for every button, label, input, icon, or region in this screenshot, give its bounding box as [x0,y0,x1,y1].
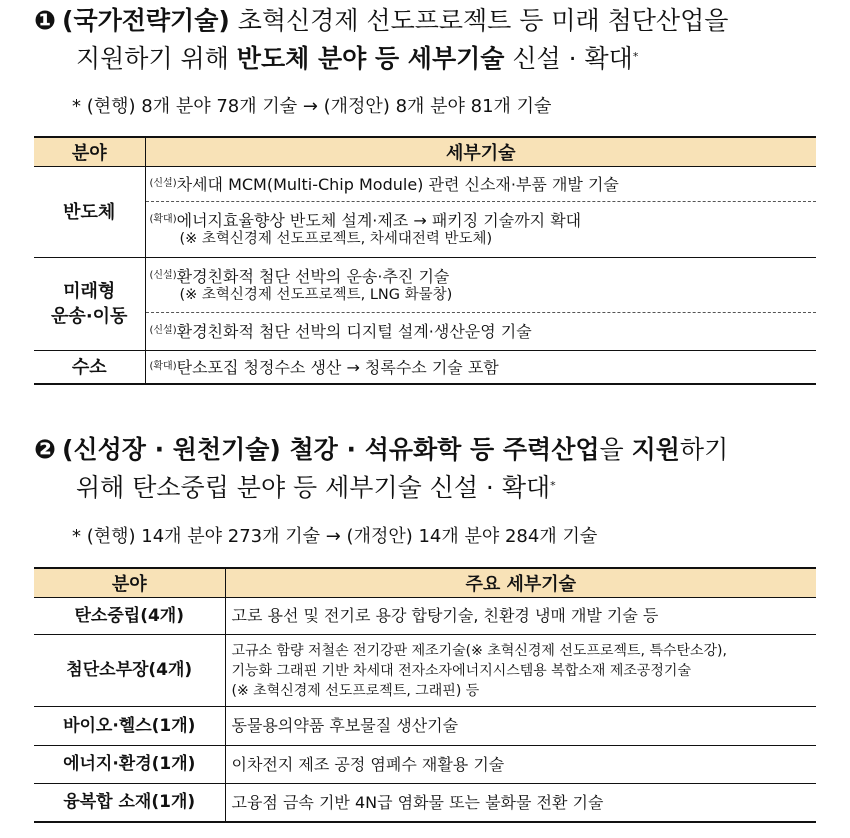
section1-line2 [34,40,834,78]
number-two-icon: ❷ [34,435,57,465]
status-tag: (신설) [149,269,177,281]
section2-line2-text: 위해 탄소중립 분야 등 세부기술 신설 · 확대 [76,473,551,502]
detail-cell [225,784,816,823]
detail-cell [145,313,816,351]
status-tag: (확대) [149,214,177,225]
detail-subnote: (※ 초혁신경제 선도프로젝트, LNG 화물창) [179,286,453,303]
section1-table [34,136,816,385]
table-row [34,313,816,351]
table-header-row [34,137,816,167]
section1-label: (국가전략기술) [62,6,230,35]
detail-text: 환경친화적 첨단 선박의 운송·추진 기술 [176,266,450,286]
table-row [34,167,816,202]
category-cell: 미래형 운송·이동 [34,258,145,351]
table-header-field: 분야 [34,568,225,598]
status-tag: (신설) [149,325,177,336]
section2-label: (신성장 · 원천기술) [62,435,281,464]
table-row [34,202,816,258]
table-header-field: 분야 [34,137,145,167]
category-cell: 탄소중립(4개) [34,598,225,635]
detail-cell [145,351,816,385]
section1-footnote-mark: * [632,50,639,63]
detail-cell [225,598,816,635]
table-row [34,598,816,635]
section1-line2-bold: 반도체 분야 등 세부기술 [236,44,505,73]
detail-cell [145,167,816,202]
detail-cell [145,258,816,313]
section2-heading [34,431,834,507]
detail-text: 탄소포집 청정수소 생산 → 청록수소 기술 포함 [176,357,499,377]
detail-text: 고로 용선 및 전기로 용강 합탕기술, 친환경 냉매 개발 기술 등 [231,606,659,625]
detail-text: 이차전지 제조 공정 염폐수 재활용 기술 [231,754,505,774]
detail-line: 기능화 그래핀 기반 차세대 전자소자에너지시스템용 복합소재 제조공정기술 [231,662,691,679]
table-row [34,351,816,385]
category-cell: 수소 [34,351,145,385]
detail-line: (※ 초혁신경제 선도프로젝트, 그래핀) 등 [231,682,480,699]
detail-text: 고융점 금속 기반 4N급 염화물 또는 불화물 전환 기술 [231,792,604,812]
table-row [34,707,816,746]
number-one-icon: ❶ [34,6,57,36]
section2-line1-bold: 철강 · 석유화학 등 주력산업 [280,435,600,464]
section1-note: * (현행) 8개 분야 78개 기술 → (개정안) 8개 분야 81개 기술 [72,96,552,117]
table-row [34,635,816,707]
section2-line1-text: 을 [599,435,632,464]
detail-text: 동물용의약품 후보물질 생산기술 [231,716,459,735]
section2-line1-bold2: 지원 [631,435,680,464]
category-cell: 에너지·환경(1개) [34,746,225,784]
detail-cell [225,746,816,784]
status-tag: (신설) [149,177,177,189]
section2-footnote-mark: * [550,479,556,492]
section1-line2-text: 지원하기 위해 [76,44,237,73]
status-tag: (확대) [149,360,177,372]
detail-text: 차세대 MCM(Multi-Chip Module) 관련 신소재·부품 개발 기술 [176,174,619,194]
table-header-detail: 주요 세부기술 [225,568,816,598]
section1-heading [34,2,834,78]
section1-line1: 초혁신경제 선도프로젝트 등 미래 첨단산업을 [229,6,729,35]
section2-line2 [34,469,834,507]
category-cell: 바이오·헬스(1개) [34,707,225,746]
table-row [34,258,816,313]
table-header-row [34,568,816,598]
detail-line: 고규소 함량 저철손 전기강판 제조기술(※ 초혁신경제 선도프로젝트, 특수탄소강), [231,642,727,659]
category-cell: 반도체 [34,167,145,258]
section2-note: * (현행) 14개 분야 273개 기술 → (개정안) 14개 분야 284개 기술 [72,526,598,547]
detail-text: 에너지효율향상 반도체 설계·제조 → 패키징 기술까지 확대 [176,211,582,230]
section1-line2-tail: 신설 · 확대 [504,44,633,73]
category-cell: 첨단소부장(4개) [34,635,225,707]
detail-cell [225,635,816,707]
section2-line1-tail: 하기 [679,435,729,464]
detail-cell [145,202,816,258]
detail-cell [225,707,816,746]
table-header-detail: 세부기술 [145,137,816,167]
table-row [34,746,816,784]
table-row [34,784,816,823]
section2-table [34,567,816,823]
category-cell: 융복합 소재(1개) [34,784,225,823]
detail-subnote: (※ 초혁신경제 선도프로젝트, 차세대전력 반도체) [179,231,493,247]
detail-text: 환경친화적 첨단 선박의 디지털 설계·생산운영 기술 [176,322,532,341]
